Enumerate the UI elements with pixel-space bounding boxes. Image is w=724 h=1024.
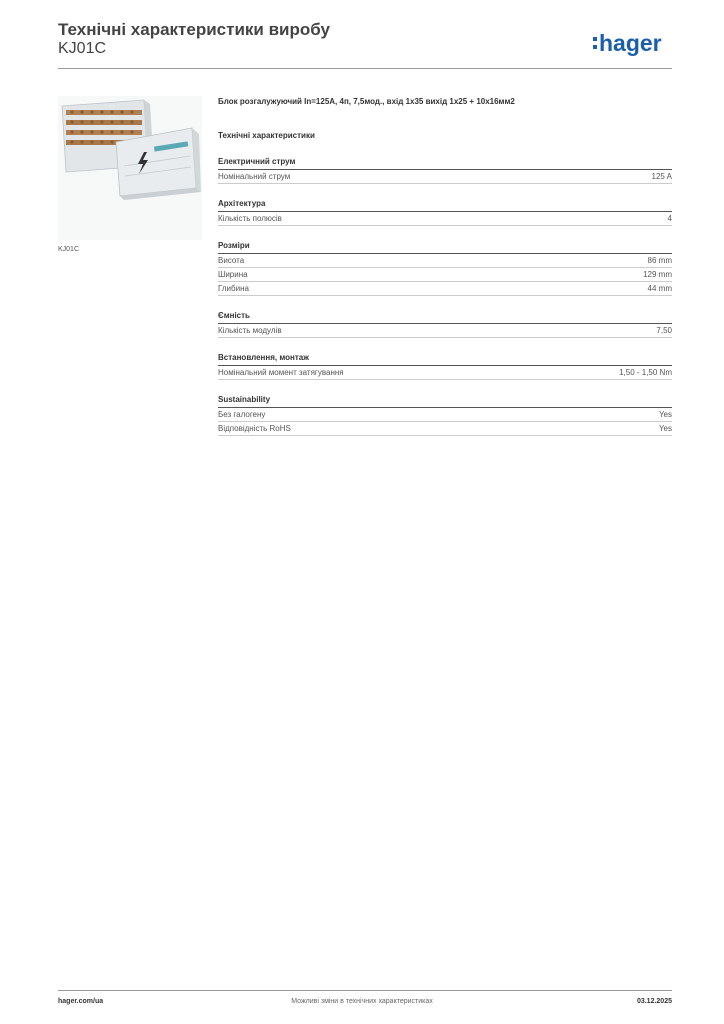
spec-label: Висота bbox=[218, 256, 245, 265]
spec-section bbox=[218, 198, 672, 226]
spec-label: Номінальний момент затягування bbox=[218, 368, 344, 377]
header-divider bbox=[58, 68, 672, 69]
spec-value: 125 A bbox=[651, 172, 672, 181]
hager-logo bbox=[592, 28, 674, 58]
spec-section bbox=[218, 394, 672, 436]
section-title: Ємність bbox=[218, 310, 672, 324]
spec-row bbox=[218, 324, 672, 338]
spec-section bbox=[218, 240, 672, 296]
spec-section bbox=[218, 352, 672, 380]
spec-label: Глибина bbox=[218, 284, 249, 293]
spec-label: Без галогену bbox=[218, 410, 266, 419]
spec-value: 4 bbox=[667, 214, 672, 223]
spec-row bbox=[218, 422, 672, 436]
spec-section bbox=[218, 310, 672, 338]
product-code: KJ01C bbox=[58, 40, 107, 57]
spec-heading: Технічні характеристики bbox=[218, 131, 315, 140]
brand-wordmark: hager bbox=[599, 30, 662, 56]
spec-value: 86 mm bbox=[647, 256, 672, 265]
spec-row bbox=[218, 282, 672, 296]
section-title: Встановлення, монтаж bbox=[218, 352, 672, 366]
spec-label: Відповідність RoHS bbox=[218, 424, 291, 433]
section-title: Архітектура bbox=[218, 198, 672, 212]
spec-value: 1,50 - 1,50 Nm bbox=[619, 368, 672, 377]
spec-value: Yes bbox=[658, 410, 672, 419]
footer-date: 03.12.2025 bbox=[636, 998, 672, 1005]
footer-divider bbox=[58, 990, 672, 991]
spec-content bbox=[218, 96, 672, 436]
footer-note: Можливі зміни в технічних характеристиках bbox=[291, 998, 433, 1005]
spec-label: Кількість модулів bbox=[218, 326, 282, 335]
page-title: Технічні характеристики виробу bbox=[58, 20, 330, 39]
spec-row bbox=[218, 408, 672, 422]
image-caption: KJ01C bbox=[58, 246, 80, 253]
product-description: Блок розгалужуючий In=125A, 4п, 7,5мод., вхід 1x35 вихід 1x25 + 10x16мм2 bbox=[218, 97, 515, 106]
footer-website: hager.com/ua bbox=[58, 998, 104, 1005]
product-image bbox=[58, 96, 202, 240]
spec-section bbox=[218, 156, 672, 184]
spec-row bbox=[218, 212, 672, 226]
spec-label: Ширина bbox=[218, 270, 248, 279]
spec-value: 44 mm bbox=[647, 284, 672, 293]
section-title: Sustainability bbox=[218, 394, 672, 408]
spec-row bbox=[218, 268, 672, 282]
spec-row bbox=[218, 254, 672, 268]
spec-row bbox=[218, 170, 672, 184]
spec-label: Номінальний струм bbox=[218, 172, 291, 181]
section-title: Електричний струм bbox=[218, 156, 672, 170]
spec-label: Кількість полюсів bbox=[218, 214, 282, 223]
section-title: Розміри bbox=[218, 240, 672, 254]
spec-value: Yes bbox=[658, 424, 672, 433]
spec-value: 129 mm bbox=[643, 270, 672, 279]
spec-sections bbox=[218, 156, 672, 436]
spec-value: 7,50 bbox=[656, 326, 672, 335]
spec-row bbox=[218, 366, 672, 380]
